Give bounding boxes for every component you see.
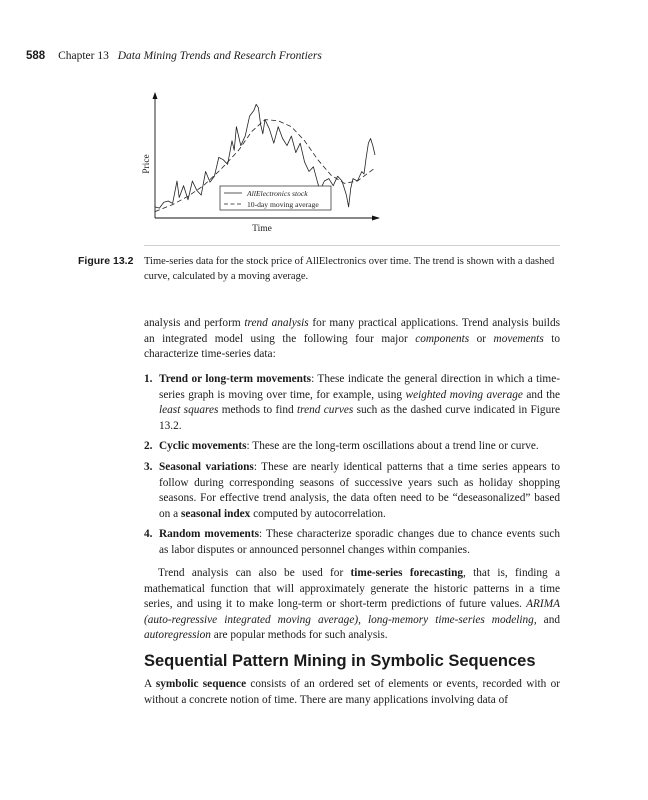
legend-label-stock: AllElectronics stock — [247, 189, 308, 198]
page-number: 588 — [26, 50, 46, 62]
figure-label: Figure 13.2 — [78, 255, 134, 267]
paragraph-trend-analysis: analysis and perform trend analysis for many practical applications. Trend analysis builds an integrated model using the following four major components or movements to characterize time-series data: — [144, 317, 560, 361]
figure-caption — [78, 254, 564, 284]
list-item-seasonal: 3. Seasonal variations: These are nearly identical patterns that a time series appears to follow during corresponding seasons of successive years such as holiday shopping seasons. For effective trend analysis, the data often need to be “deseasonalized” based on a seasonal index computed by autocorrelation. — [144, 460, 560, 520]
y-axis-arrow — [153, 92, 158, 99]
caption-rule — [144, 245, 560, 246]
list-item-cyclic: 2. Cyclic movements: These are the long-term oscillations about a trend line or curve. — [144, 440, 539, 453]
x-axis-arrow — [372, 216, 380, 221]
chapter-title: Data Mining Trends and Research Frontiers — [117, 50, 322, 62]
section-heading: Sequential Pattern Mining in Symbolic Sequences — [144, 652, 536, 670]
components-list — [144, 372, 560, 564]
chapter-label: Chapter 13 — [58, 50, 109, 62]
stock-price-chart — [135, 86, 385, 234]
paragraph-symbolic-sequence: A symbolic sequence consists of an ordered set of elements or events, recorded with or without a concrete notion of time. There are many applications involving data of — [144, 678, 561, 706]
list-item-trend: 1. Trend or long-term movements: These indicate the general direction in which a time-series graph is moving over time, for example, using weighted moving average and the least squares methods to find trend curves such as the dashed curve indicated in Figure 13.2. — [144, 373, 561, 432]
paragraph-forecasting: Trend analysis can also be used for time-series forecasting, that is, finding a mathematical function that will approximately generate the historic patterns in a time series, and using it to make long-term or short-term predictions of future values. ARIMA (auto-regressive integrated moving average), long-memory time-series modeling, and autoregression are popular methods for such analysis. — [144, 567, 560, 642]
legend-label-moving-average: 10-day moving average — [247, 200, 319, 209]
caption-text: Time-series data for the stock price of AllElectronics over time. The trend is shown with a dashed curve, calculated by a moving average. — [144, 256, 555, 282]
chart-legend — [220, 186, 331, 210]
x-axis-label: Time — [252, 224, 272, 234]
running-header — [26, 50, 322, 62]
list-item-random: 4. Random movements: These characterize sporadic changes due to chance events such as labor disputes or announced personnel changes within companies. — [144, 528, 560, 556]
y-axis-label: Price — [142, 154, 152, 174]
